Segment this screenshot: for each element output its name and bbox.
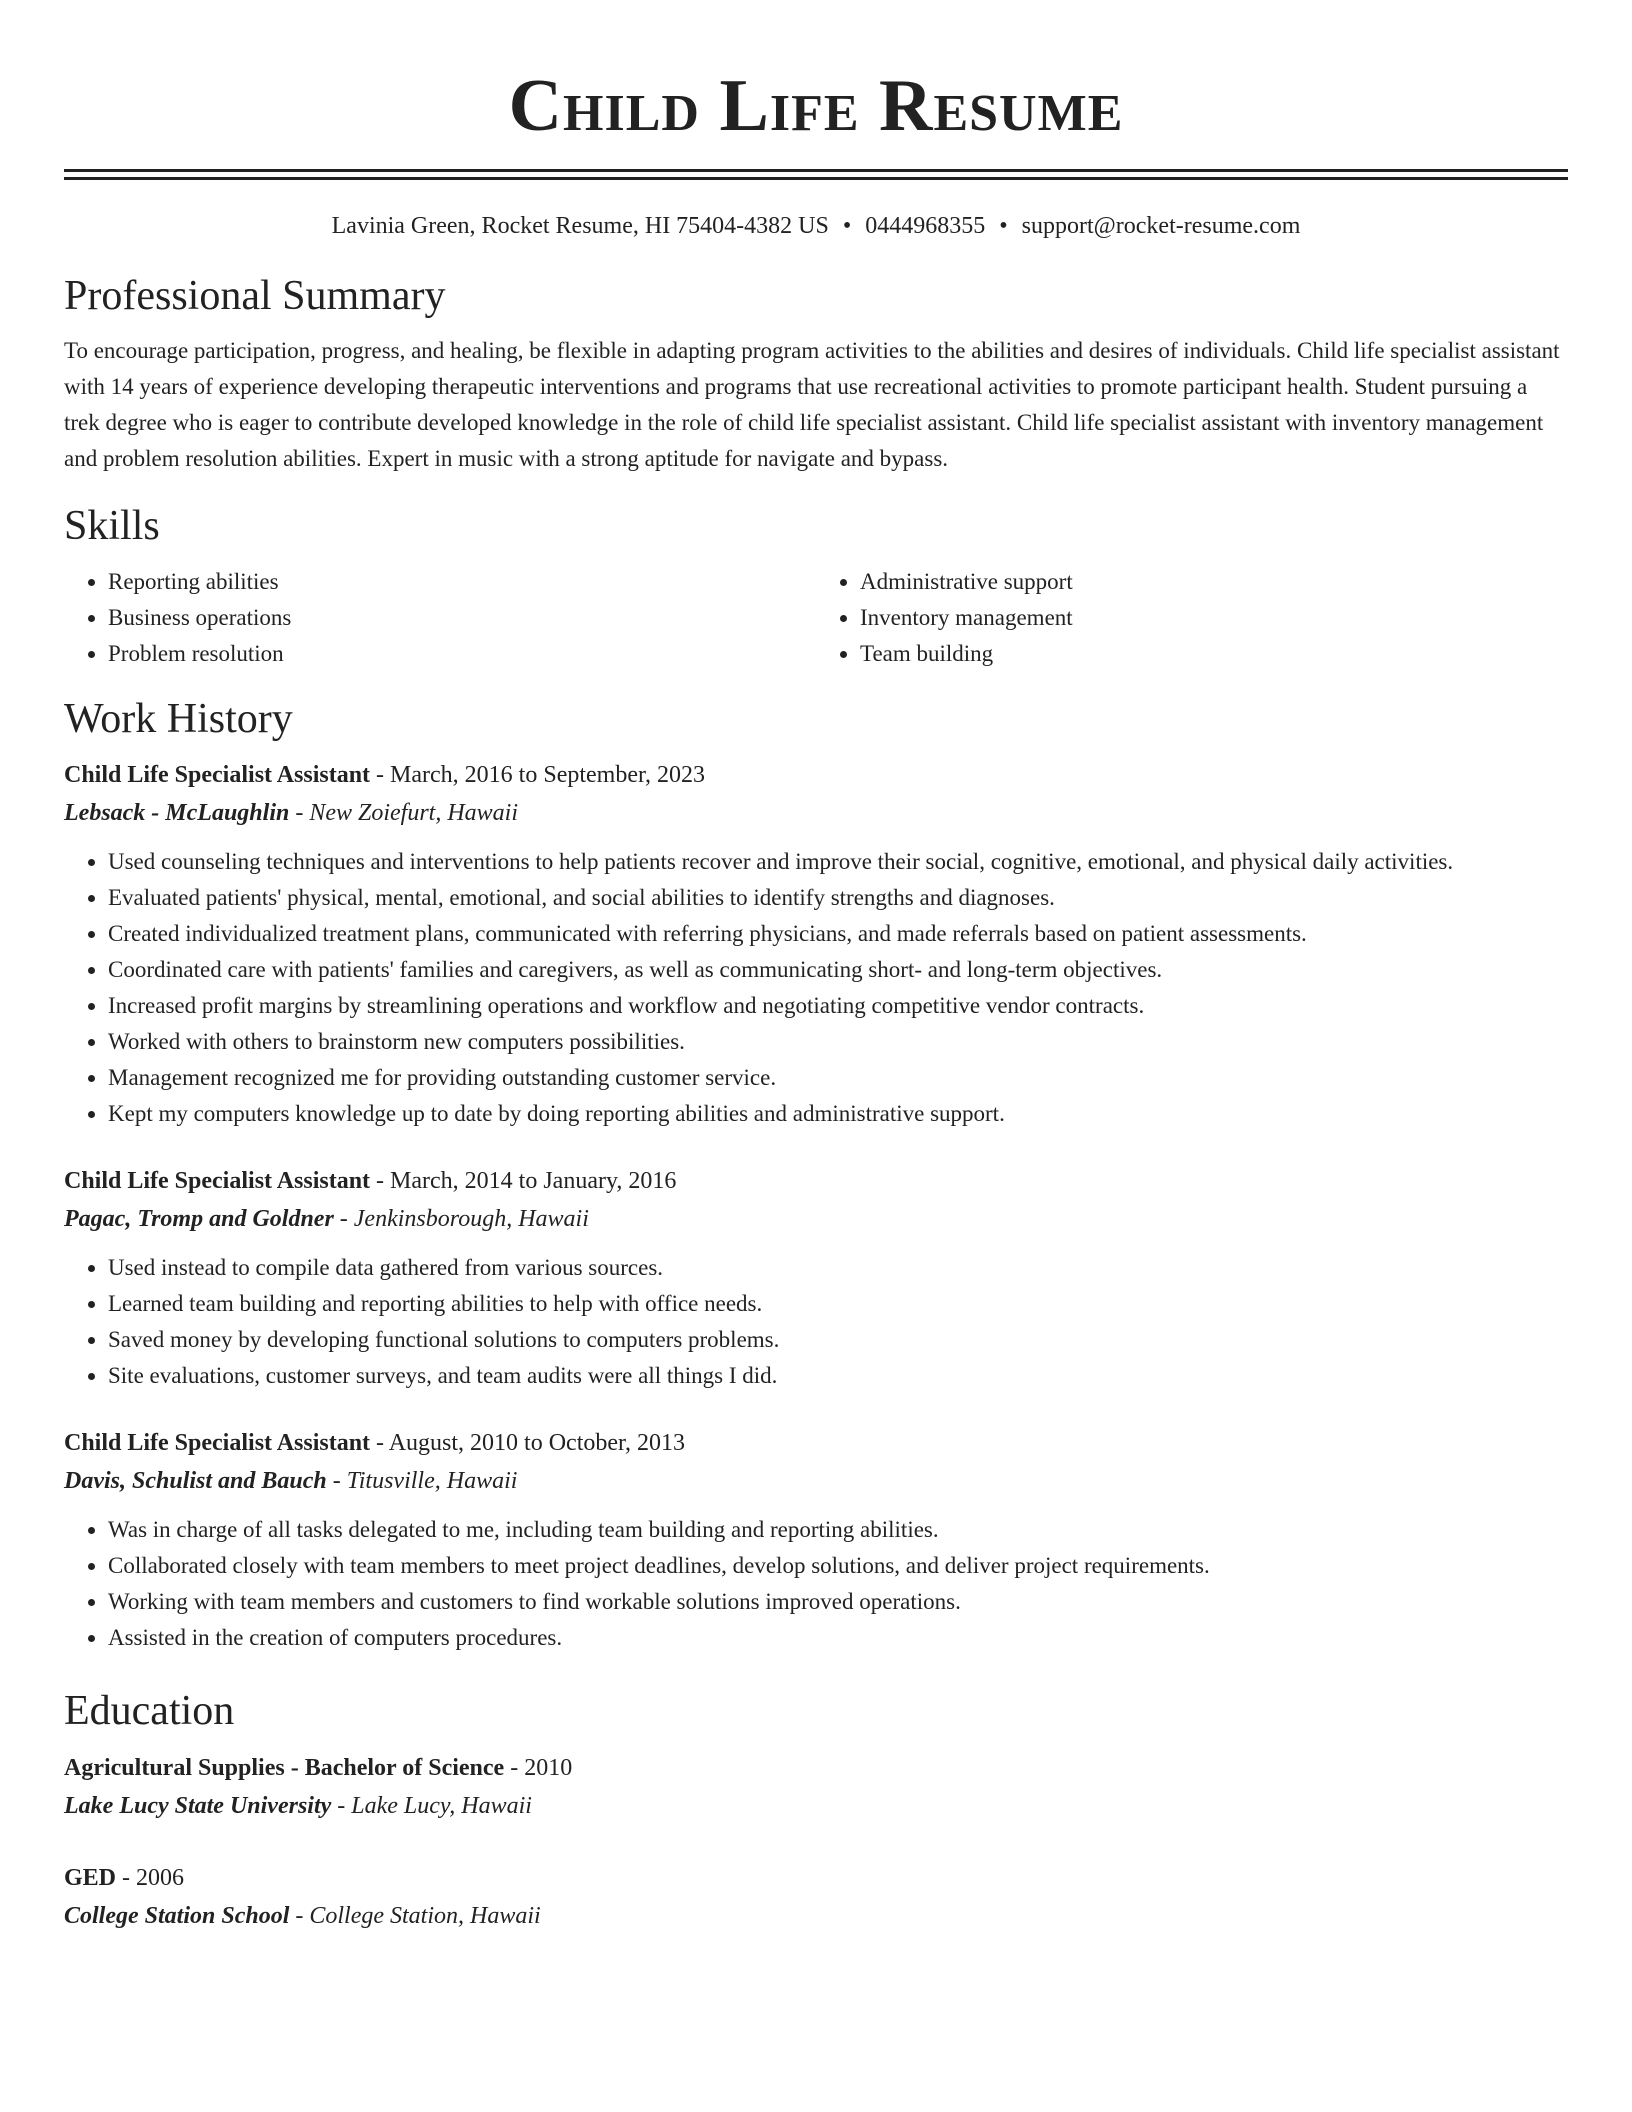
job-bullet: • Was in charge of all tasks delegated to me, including team building and reporting abilities. [108, 1512, 1568, 1548]
job-bullet: • Working with team members and customers to find workable solutions improved operations. [108, 1584, 1568, 1620]
summary-section [64, 271, 1568, 477]
job-bullet: • Increased profit margins by streamlining operations and workflow and negotiating competitive vendor contracts. [108, 988, 1568, 1024]
job-entry [64, 756, 1568, 1132]
job-bullet: • Worked with others to brainstorm new computers possibilities. [108, 1024, 1568, 1060]
job-bullet: • Collaborated closely with team members to meet project deadlines, develop solutions, and deliver project requirements. [108, 1548, 1568, 1584]
employer-line [64, 1462, 1568, 1500]
job-entry [64, 1162, 1568, 1394]
job-bullet: • Kept my computers knowledge up to date by doing reporting abilities and administrative support. [108, 1096, 1568, 1132]
job-bullets [64, 1512, 1568, 1656]
employer-name: Lebsack - McLaughlin [64, 800, 290, 827]
degree-year: - 2006 [116, 1864, 185, 1891]
degree-name: Agricultural Supplies - Bachelor of Science [64, 1754, 505, 1781]
school-line [64, 1787, 1568, 1825]
contact-line [64, 208, 1568, 245]
job-title: Child Life Specialist Assistant [64, 1430, 371, 1457]
contact-address: Lavinia Green, Rocket Resume, HI 75404-4382 US [331, 212, 829, 239]
job-bullet: • Used instead to compile data gathered from various sources. [108, 1250, 1568, 1286]
school-name: College Station School [64, 1902, 290, 1929]
job-title: Child Life Specialist Assistant [64, 762, 371, 789]
school-name: Lake Lucy State University [64, 1792, 332, 1819]
school-location: - College Station, Hawaii [289, 1902, 541, 1929]
employer-location: - Titusville, Hawaii [326, 1468, 518, 1495]
school-line [64, 1897, 1568, 1935]
contact-phone: 0444968355 [865, 212, 986, 239]
skill-item: • Reporting abilities [108, 564, 816, 600]
resume-title: Child Life Resume [508, 65, 1124, 147]
contact-email: support@rocket-resume.com [1021, 212, 1301, 239]
job-bullet: • Saved money by developing functional solutions to computers problems. [108, 1322, 1568, 1358]
skill-item: • Problem resolution [108, 636, 816, 672]
job-dates: - March, 2016 to September, 2023 [370, 762, 706, 789]
job-title: Child Life Specialist Assistant [64, 1168, 371, 1195]
skill-item: • Business operations [108, 600, 816, 636]
job-dates: - March, 2014 to January, 2016 [370, 1168, 677, 1195]
education-heading: Education [64, 1688, 235, 1735]
employer-location: - New Zoiefurt, Hawaii [289, 800, 519, 827]
skills-section [64, 501, 1568, 671]
degree-line [64, 1749, 1568, 1787]
job-dates: - August, 2010 to October, 2013 [370, 1430, 686, 1457]
degree-year: - 2010 [504, 1754, 573, 1781]
skills-left-column [64, 564, 816, 672]
skills-columns [64, 564, 1568, 672]
skills-right-column [816, 564, 1568, 672]
employer-line [64, 1200, 1568, 1238]
work-history-heading: Work History [64, 695, 293, 742]
school-location: - Lake Lucy, Hawaii [331, 1792, 532, 1819]
skill-item: • Team building [860, 636, 1568, 672]
job-bullet: • Coordinated care with patients' families and caregivers, as well as communicating short- and long-term objectives. [108, 952, 1568, 988]
skills-heading: Skills [64, 503, 160, 550]
skill-item: • Administrative support [860, 564, 1568, 600]
work-history-section [64, 694, 1568, 1656]
employer-name: Pagac, Tromp and Goldner [64, 1206, 334, 1233]
job-title-line [64, 1162, 1568, 1200]
job-entry [64, 1424, 1568, 1656]
job-bullet: • Site evaluations, customer surveys, and team audits were all things I did. [108, 1358, 1568, 1394]
job-bullet: • Assisted in the creation of computers procedures. [108, 1620, 1568, 1656]
job-bullet: • Used counseling techniques and interventions to help patients recover and improve their social, cognitive, emotional, and physical daily activities. [108, 844, 1568, 880]
education-entry [64, 1859, 1568, 1935]
job-bullet: • Learned team building and reporting abilities to help with office needs. [108, 1286, 1568, 1322]
contact-separator: • [999, 212, 1008, 239]
skill-item: • Inventory management [860, 600, 1568, 636]
summary-heading: Professional Summary [64, 272, 446, 319]
education-entry [64, 1749, 1568, 1825]
job-bullets [64, 1250, 1568, 1394]
contact-separator: • [842, 212, 852, 239]
job-bullet: • Management recognized me for providing outstanding customer service. [108, 1060, 1568, 1096]
employer-line [64, 794, 1568, 832]
job-bullet: • Evaluated patients' physical, mental, emotional, and social abilities to identify strengths and diagnoses. [108, 880, 1568, 916]
job-title-line [64, 1424, 1568, 1462]
job-bullets [64, 844, 1568, 1132]
education-section [64, 1686, 1568, 1934]
job-bullet: • Created individualized treatment plans, communicated with referring physicians, and made referrals based on patient assessments. [108, 916, 1568, 952]
employer-location: - Jenkinsborough, Hawaii [333, 1206, 589, 1233]
job-title-line [64, 756, 1568, 794]
summary-text: To encourage participation, progress, and healing, be flexible in adapting program activities to the abilities and desires of individuals. Child life specialist assistant with 14 years of experience developing therapeutic interventions and programs that use recreational activities to promote participant health. Student pursuing a trek degree who is eager to contribute developed knowledge in the role of child life specialist assistant. Child life specialist assistant with inventory management and problem resolution abilities. Expert in music with a strong aptitude for navigate and bypass. [64, 338, 1560, 472]
employer-name: Davis, Schulist and Bauch [64, 1468, 327, 1495]
degree-name: GED [64, 1864, 117, 1891]
degree-line [64, 1859, 1568, 1897]
title-double-rule [64, 169, 1568, 180]
